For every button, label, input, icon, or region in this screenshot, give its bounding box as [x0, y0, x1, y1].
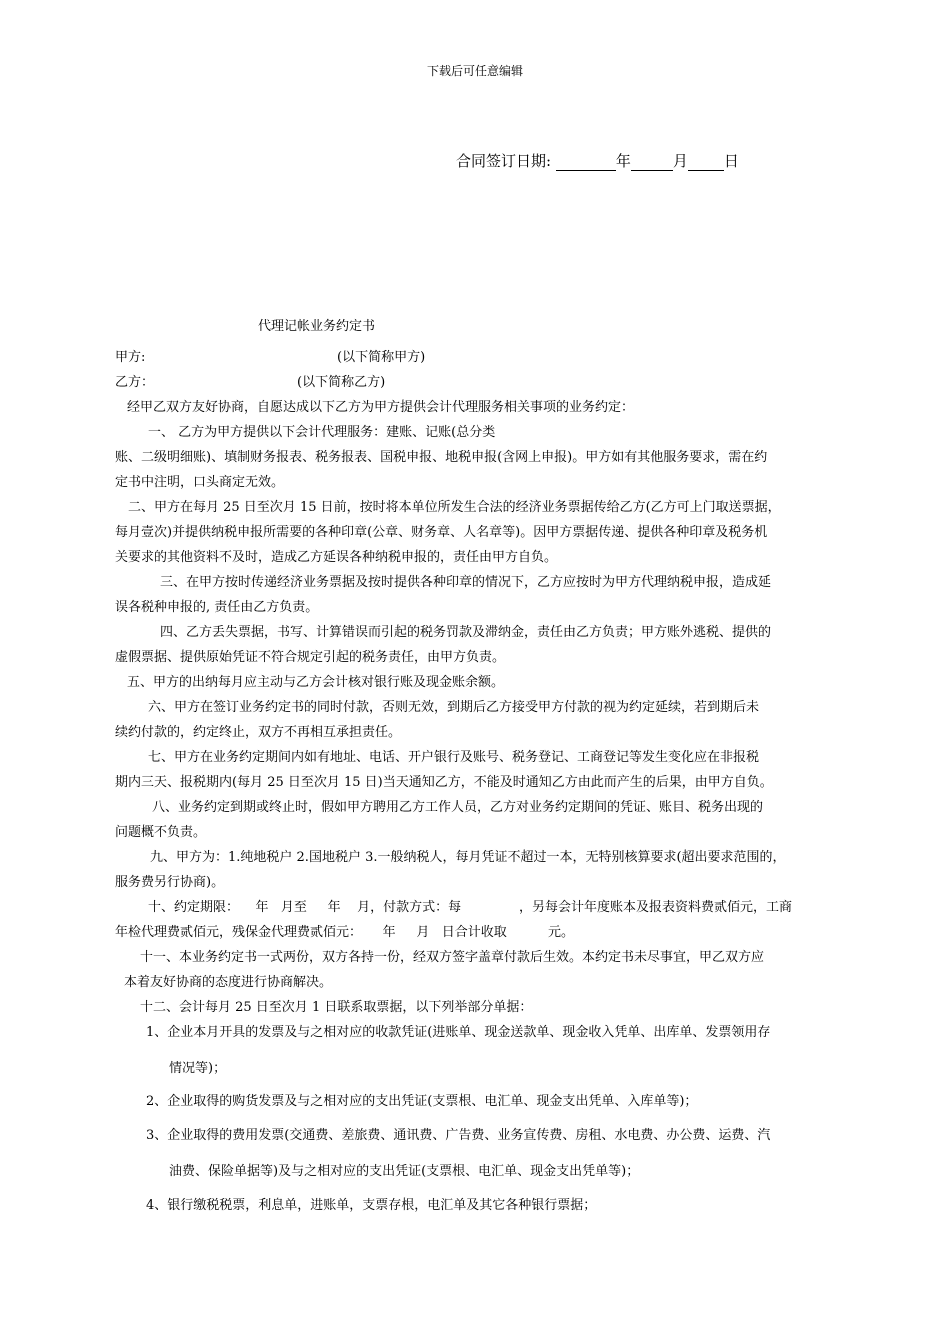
- body-line: 关要求的其他资料不及时，造成乙方延误各种纳税申报的，责任由甲方自负。: [115, 550, 558, 565]
- body-line: 二、甲方在每月 25 日至次月 15 日前，按时将本单位所发生合法的经济业务票据传给乙方(乙方可上门取送票据，: [128, 500, 781, 515]
- body-line: 账、二级明细账)、填制财务报表、税务报表、国税申报、地税申报(含网上申报)。甲方如有其他服务要求，需在约: [115, 450, 768, 465]
- body-line: 七、甲方在业务约定期间内如有地址、电话、开户银行及账号、税务登记、工商登记等发生变化应在非报税: [148, 750, 760, 765]
- body-line: 年检代理费贰佰元，残保金代理费贰佰元： 年 月 日合计收取 元。: [115, 925, 575, 940]
- month-blank: [631, 154, 673, 171]
- day-blank: [688, 154, 724, 171]
- month-label: 月: [672, 152, 688, 170]
- body-line: 每月壹次)并提供纳税申报所需要的各种印章(公章、财务章、人名章等)。因甲方票据传递、提供各种印章及税务机: [115, 525, 768, 540]
- body-line: 经甲乙双方友好协商，自愿达成以下乙方为甲方提供会计代理服务相关事项的业务约定：: [127, 400, 635, 415]
- body-line: 十、约定期限： 年 月至 年 月，付款方式：每 ，另每会计年度账本及报表资料费贰佰元，工商: [148, 900, 792, 915]
- sign-date-label: 合同签订日期:: [456, 152, 552, 170]
- body-line: 本着友好协商的态度进行协商解决。: [124, 975, 333, 990]
- body-line: 一、 乙方为甲方提供以下会计代理服务：建账、记账(总分类: [148, 425, 496, 440]
- body-line: 情况等)；: [169, 1061, 227, 1076]
- year-blank: [556, 154, 616, 171]
- body-line: 五、甲方的出纳每月应主动与乙方会计核对银行账及现金账余额。: [127, 675, 505, 690]
- body-line: 十二、会计每月 25 日至次月 1 日联系取票据，以下列举部分单据：: [140, 1000, 533, 1015]
- body-line: 问题概不负责。: [115, 825, 207, 840]
- body-line: 续约付款的，约定终止，双方不再相互承担责任。: [115, 725, 402, 740]
- header-note: 下载后可任意编辑: [426, 64, 523, 78]
- body-line: 4、银行缴税税票，利息单，进账单，支票存根，电汇单及其它各种银行票据；: [146, 1198, 597, 1213]
- body-line: 定书中注明，口头商定无效。: [115, 475, 285, 490]
- day-label: 日: [723, 152, 739, 170]
- party-b-alias: (以下简称乙方): [297, 375, 386, 390]
- document-title: 代理记帐业务约定书: [258, 319, 376, 334]
- year-label: 年: [615, 152, 631, 170]
- body-line: 三、在甲方按时传递经济业务票据及按时提供各种印章的情况下，乙方应按时为甲方代理纳税申报，造成延: [160, 575, 772, 590]
- body-line: 油费、保险单据等)及与之相对应的支出凭证(支票根、电汇单、现金支出凭单等)；: [169, 1164, 640, 1179]
- body-line: 服务费另行协商)。: [115, 875, 225, 890]
- party-a-alias: (以下简称甲方): [337, 350, 426, 365]
- party-b-label: 乙方：: [115, 375, 155, 390]
- body-line: 1、企业本月开具的发票及与之相对应的收款凭证(进账单、现金送款单、现金收入凭单、出库单、发票领用存: [146, 1025, 771, 1040]
- body-line: 期内三天、报税期内(每月 25 日至次月 15 日)当天通知乙方，不能及时通知乙方由此而产生的后果，由甲方自负。: [115, 775, 773, 790]
- body-line: 八、业务约定到期或终止时，假如甲方聘用乙方工作人员，乙方对业务约定期间的凭证、账目、税务出现的: [152, 800, 764, 815]
- contract-sign-date: [456, 150, 739, 171]
- body-line: 十一、本业务约定书一式两份，双方各持一份，经双方签字盖章付款后生效。本约定书未尽事宜，甲乙双方应: [140, 950, 765, 965]
- body-line: 九、甲方为：1.纯地税户 2.国地税户 3.一般纳税人，每月凭证不超过一本，无特别核算要求(超出要求范围的，: [150, 850, 786, 865]
- body-line: 四、乙方丢失票据，书写、计算错误而引起的税务罚款及滞纳金，责任由乙方负责；甲方账外逃税、提供的: [160, 625, 772, 640]
- party-a-label: 甲方:: [115, 350, 146, 365]
- body-line: 3、企业取得的费用发票(交通费、差旅费、通讯费、广告费、业务宣传费、房租、水电费、办公费、运费、汽: [146, 1128, 771, 1143]
- body-line: 六、甲方在签订业务约定书的同时付款，否则无效，到期后乙方接受甲方付款的视为约定延续，若到期后未: [148, 700, 760, 715]
- body-line: 误各税种申报的, 责任由乙方负责。: [115, 600, 319, 615]
- body-line: 虚假票据、提供原始凭证不符合规定引起的税务责任，由甲方负责。: [115, 650, 506, 665]
- body-line: 2、企业取得的购货发票及与之相对应的支出凭证(支票根、电汇单、现金支出凭单、入库单等)；: [146, 1094, 698, 1109]
